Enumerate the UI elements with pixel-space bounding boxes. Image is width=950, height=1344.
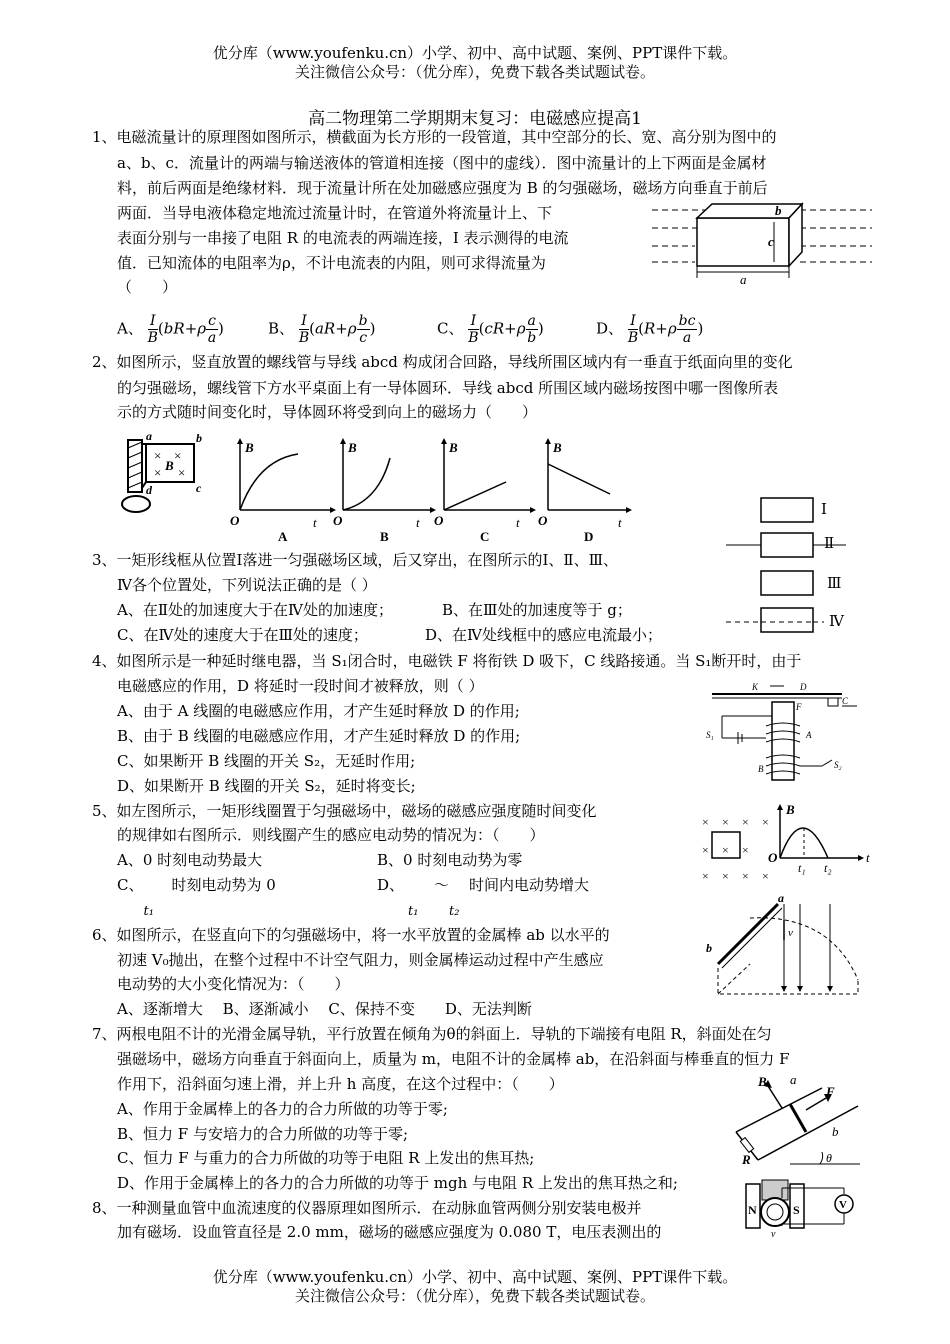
svg-text:×: × [742,869,749,883]
svg-text:×: × [154,448,162,463]
q1-flowmeter-figure [650,198,875,288]
svg-text:v: v [771,1229,776,1240]
q2-graph-b [333,438,436,544]
q2-line-1: 2、如图所示，竖直放置的螺线管与导线 abcd 构成闭合回路，导线所围区域内有一垂直于纸面向里的变化 [92,353,793,371]
q7-line-3: 作用下，沿斜面匀速上滑，并上升 h 高度，在这个过程中：（ ） [117,1075,564,1093]
q5-option-d: D、 t₁ ～ t₂ 时间内电动势增大 [377,876,590,919]
q2-line-2: 的匀强磁场，螺线管下方水平桌面上有一导体圆环．导线 abcd 所围区域内磁场按图中哪一图像所表 [117,379,779,397]
q6-projectile-figure [700,890,870,1000]
svg-text:Ⅰ: Ⅰ [821,502,827,518]
svg-text:×: × [702,815,709,829]
svg-text:C: C [842,696,849,706]
svg-text:×: × [178,465,186,480]
svg-text:S₁: S₁ [706,730,714,740]
svg-text:b: b [196,431,202,445]
q8-line-2: 加有磁场．设血管直径是 2.0 mm，磁场的磁感应强度为 0.080 T，电压表测出的 [117,1223,662,1241]
q8-line-1: 8、一种测量血管中血流速度的仪器原理如图所示．在动脉血管两侧分别安装电极并 [92,1199,642,1217]
svg-text:C: C [480,529,490,544]
svg-text:×: × [762,869,769,883]
svg-text:Ⅱ: Ⅱ [824,536,835,552]
q7-option-b: B、恒力 F 与安培力的合力所做的功等于零; [117,1125,409,1143]
q2-graph-c [434,438,536,544]
svg-text:B: B [245,440,254,455]
svg-text:N: N [748,1203,757,1217]
q3-frame-positions-figure [724,488,874,638]
svg-text:t₂: t₂ [824,861,832,875]
svg-text:O: O [538,513,548,528]
q4-line-2: 电磁感应的作用，D 将延时一段时间才被释放，则（ ） [117,677,484,695]
svg-text:b: b [832,1124,839,1139]
svg-text:v: v [788,927,793,939]
svg-text:O: O [333,513,343,528]
svg-text:B: B [553,440,562,455]
q5-line-1: 5、如左图所示，一矩形线圈置于匀强磁场中，磁场的磁感应强度随时间变化 [92,802,597,820]
svg-text:B: B [786,802,795,817]
q1-fig-label-a: a [740,272,747,287]
svg-text:D: D [584,529,594,544]
q5-option-a: A、0 时刻电动势最大 [117,851,263,869]
q2-line-3: 示的方式随时间变化时，导体圆环将受到向上的磁场力（ ） [117,403,538,421]
q1-option-d: D、 $\frac{I}{B}$ (R+ρ $\frac{bc}{a}$ ) [596,313,704,346]
header-line-2: 关注微信公众号：（优分库），免费下载各类试题试卷。 [294,63,655,81]
q1-line-1: 1、电磁流量计的原理图如图所示，横截面为长方形的一段管道，其中空部分的长、宽、高分别为图中的 [92,128,777,146]
q5-option-b: B、0 时刻电动势为零 [377,851,523,869]
q1-option-b: B、 $\frac{I}{B}$ (aR+ρ $\frac{b}{c}$ ) [268,313,376,346]
svg-text:×: × [742,843,749,857]
svg-text:B: B [758,764,764,774]
svg-text:B: B [165,458,174,473]
svg-text:F: F [796,702,802,712]
svg-text:D: D [800,682,807,692]
svg-text:B: B [380,529,389,544]
q5-option-c: C、 t₁ 时刻电动势为 0 [117,876,276,919]
q2-figures [118,430,638,550]
q7-option-c: C、恒力 F 与重力的合力所做的功等于电阻 R 上发出的焦耳热; [117,1149,535,1167]
q1-fig-label-c: c [768,234,774,249]
q4-line-1: 4、如图所示是一种延时继电器，当 S₁闭合时，电磁铁 F 将衔铁 D 吸下，C 线路接通。当 S₁断开时，由于 [92,652,802,670]
svg-text:S: S [793,1203,800,1217]
svg-text:×: × [702,843,709,857]
q1-option-a: A、 $\frac{I}{B}$ (bR+ρ $\frac{c}{a}$ ) [117,313,224,346]
svg-text:O: O [434,513,444,528]
q6-line-1: 6、如图所示，在竖直向下的匀强磁场中，将一水平放置的金属棒 ab 以水平的 [92,926,610,944]
q4-option-c: C、如果断开 B 线圈的开关 S₂，无延时作用; [117,752,416,770]
q3-option-b: B、在Ⅲ处的加速度等于 g； [442,601,632,619]
svg-text:t: t [866,850,870,865]
svg-text:a: a [790,1072,797,1087]
svg-text:O: O [230,513,240,528]
svg-text:×: × [722,869,729,883]
svg-text:t₁: t₁ [798,861,806,875]
q3-option-d: D、在Ⅳ处线框中的感应电流最小； [425,626,663,644]
svg-text:O: O [768,850,778,865]
q1-line-6: 值．已知流体的电阻率为ρ，不计电流表的内阻，则可求得流量为 [117,254,546,272]
q2-graph-a [230,438,336,544]
q4-relay-figure [702,676,862,784]
page-title: 高二物理第二学期期末复习：电磁感应提高1 [308,109,642,129]
q1-line-4: 两面．当导电液体稳定地流过流量计时，在管道外将流量计上、下 [117,204,553,222]
svg-text:×: × [762,815,769,829]
svg-text:b: b [706,941,712,955]
svg-text:c: c [196,481,202,495]
q1-line-2: a、b、c．流量计的两端与输送液体的管道相连接（图中的虚线）．图中流量计的上下两面是金属材 [117,154,767,172]
q6-line-2: 初速 V₀抛出，在整个过程中不计空气阻力，则金属棒运动过程中产生感应 [117,951,604,969]
svg-text:t: t [516,515,520,530]
q7-line-1: 7、两根电阻不计的光滑金属导轨，平行放置在倾角为θ的斜面上．导轨的下端接有电阻 R，斜面处在匀 [92,1025,772,1043]
svg-text:×: × [722,815,729,829]
svg-text:V: V [839,1199,847,1211]
svg-text:×: × [174,448,182,463]
svg-text:a: a [778,891,784,905]
q3-line-1: 3、一矩形线框从位置Ⅰ落进一匀强磁场区域，后又穿出，在图所示的Ⅰ、Ⅱ、Ⅲ、 [92,551,619,569]
q5-line-2: 的规律如右图所示．则线圈产生的感应电动势的情况为：（ ） [117,826,545,844]
q2-solenoid-circuit [122,430,202,512]
q7-option-a: A、作用于金属棒上的各力的合力所做的功等于零; [117,1100,448,1118]
svg-text:d: d [146,483,152,497]
svg-text:A: A [806,730,812,740]
q2-graph-d [538,438,632,544]
q3-line-2: Ⅳ各个位置处，下列说法正确的是（ ） [117,576,377,594]
q1-line-5: 表面分别与一串接了电阻 R 的电流表的两端连接，I 表示测得的电流 [117,229,569,247]
q4-option-a: A、由于 A 线圈的电磁感应作用，才产生延时释放 D 的作用; [117,702,520,720]
svg-text:B: B [348,440,357,455]
q6-options: A、逐渐增大 B、逐渐减小 C、保持不变 D、无法判断 [117,1000,532,1018]
footer-line-1: 优分库（www.youfenku.cn）小学、初中、高中试题、案例、PPT课件下载。 [212,1268,738,1286]
svg-text:×: × [722,843,729,857]
svg-text:t: t [618,515,622,530]
q1-fig-label-b: b [775,203,782,218]
q6-line-3: 电动势的大小变化情况为：（ ） [117,975,350,993]
svg-text:Ⅲ: Ⅲ [827,576,842,592]
svg-text:F: F [826,1084,835,1099]
svg-text:t: t [313,515,317,530]
svg-text:S₂: S₂ [834,760,842,770]
q1-option-c: C、 $\frac{I}{B}$ (cR+ρ $\frac{a}{b}$ ) [437,313,544,346]
svg-text:B: B [449,440,458,455]
svg-text:R: R [742,1152,751,1167]
q4-option-b: B、由于 B 线圈的电磁感应作用，才产生延时释放 D 的作用; [117,727,521,745]
svg-text:a: a [146,430,152,443]
q5-figures [700,800,880,890]
q3-option-a: A、在Ⅱ处的加速度大于在Ⅳ处的加速度； [117,601,394,619]
svg-text:×: × [154,465,162,480]
q7-line-2: 强磁场中，磁场方向垂直于斜面向上，质量为 m，电阻不计的金属棒 ab，在沿斜面与棒垂直的恒力 F [117,1050,790,1068]
svg-text:A: A [278,529,288,544]
header-line-1: 优分库（www.youfenku.cn）小学、初中、高中试题、案例、PPT课件下载。 [212,44,738,62]
q3-option-c: C、在Ⅳ处的速度大于在Ⅲ处的速度； [117,626,368,644]
svg-text:×: × [702,869,709,883]
svg-text:Ⅳ: Ⅳ [829,614,844,630]
footer-line-2: 关注微信公众号：（优分库），免费下载各类试题试卷。 [294,1287,655,1305]
q1-line-3: 料，前后两面是绝缘材料．现于流量计所在处加磁感应强度为 B 的匀强磁场，磁场方向垂直于前后 [117,179,768,197]
svg-text:×: × [742,815,749,829]
svg-text:K: K [752,682,759,692]
q8-blood-flow-figure [742,1176,872,1240]
q4-option-d: D、如果断开 B 线圈的开关 S₂，延时将变长; [117,777,416,795]
q7-incline-figure [730,1072,870,1172]
q7-option-d: D、作用于金属棒上的各力的合力所做的功等于 mgh 与电阻 R 上发出的焦耳热之和; [117,1174,678,1192]
svg-text:B: B [758,1074,767,1089]
svg-text:θ: θ [826,1151,832,1165]
q1-line-7: （ ） [117,278,178,296]
svg-text:t: t [416,515,420,530]
